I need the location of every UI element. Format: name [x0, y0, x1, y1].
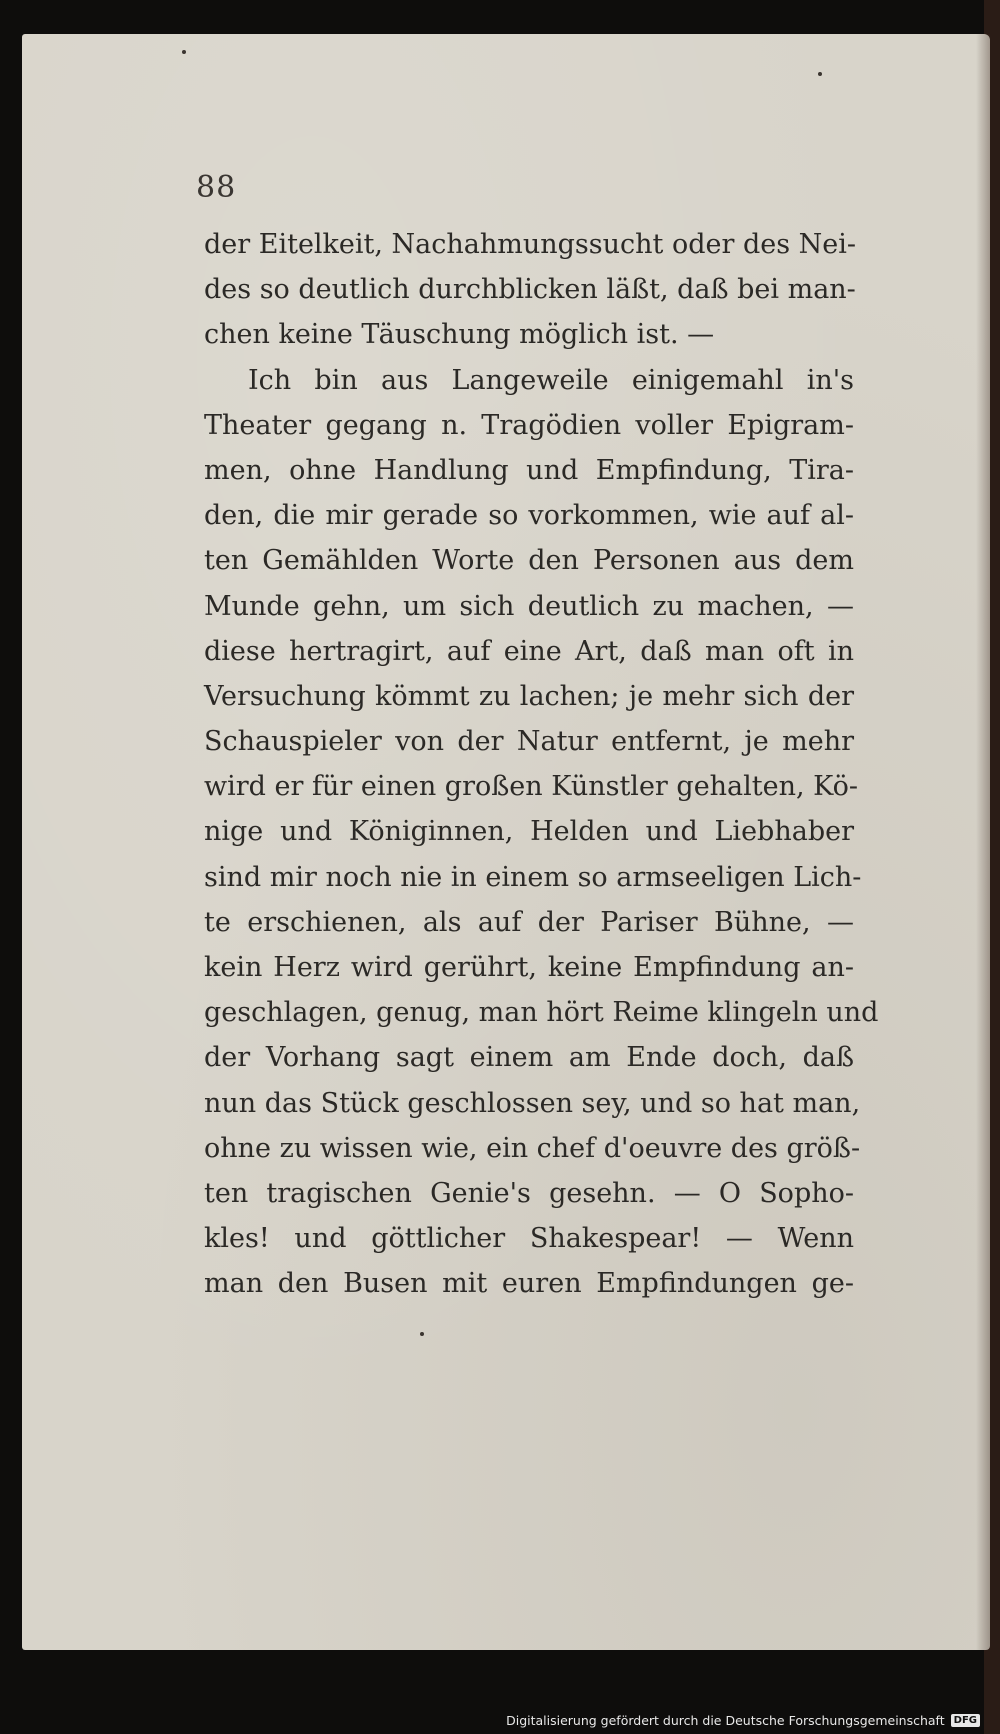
- footer-credit: [506, 1713, 980, 1728]
- text-line: ten tragischen Genie's gesehn. — O Sopho-: [204, 1177, 854, 1209]
- text-line: ten Gemählden Worte den Personen aus dem: [204, 545, 854, 577]
- text-line: ohne zu wissen wie, ein chef d'oeuvre des größ-: [204, 1132, 861, 1164]
- page-text: [204, 222, 879, 1307]
- text-line: kles! und göttlicher Shakespear! — Wenn: [204, 1223, 854, 1255]
- page-edge-shadow: [976, 34, 990, 1650]
- text-line: des so deutlich durchblicken läßt, daß bei man-: [204, 274, 856, 306]
- text-line: Schauspieler von der Natur entfernt, je mehr: [204, 726, 854, 758]
- text-line: Theater gegang n. Tragödien voller Epigram-: [204, 409, 854, 441]
- dfg-logo: DFG: [951, 1714, 980, 1727]
- text-line: chen keine Täuschung möglich ist. —: [204, 319, 715, 351]
- text-line: nige und Königinnen, Helden und Liebhaber: [204, 816, 854, 848]
- text-line: wird er für einen großen Künstler gehalten, Kö-: [204, 771, 858, 803]
- text-line: sind mir noch nie in einem so armseeligen Lich-: [204, 861, 862, 893]
- text-line: der Eitelkeit, Nachahmungssucht oder des Nei-: [204, 229, 857, 260]
- text-line: nun das Stück geschlossen sey, und so hat man,: [204, 1087, 861, 1119]
- text-line: men, ohne Handlung und Empfindung, Tira-: [204, 454, 854, 486]
- text-line: kein Herz wird gerührt, keine Empfindung an-: [204, 952, 854, 983]
- page-number: 88: [196, 170, 237, 205]
- text-line: geschlagen, genug, man hört Reime klingeln und: [204, 997, 879, 1029]
- text-line: den, die mir gerade so vorkommen, wie auf al-: [204, 500, 854, 532]
- paper-speck: [818, 72, 822, 76]
- text-line: der Vorhang sagt einem am Ende doch, daß: [204, 1042, 854, 1074]
- paper-speck: [182, 50, 186, 54]
- text-line: te erschienen, als auf der Pariser Bühne, —: [204, 906, 854, 938]
- text-line: Ich bin aus Langeweile einigemahl in's: [248, 364, 854, 396]
- text-line: man den Busen mit euren Empfindungen ge-: [204, 1268, 854, 1300]
- text-line: Versuchung kömmt zu lachen; je mehr sich der: [204, 680, 854, 712]
- text-line: Munde gehn, um sich deutlich zu machen, —: [204, 590, 854, 622]
- funding-credit-text: Digitalisierung gefördert durch die Deutsche Forschungsgemeinschaft: [506, 1713, 945, 1728]
- text-line: diese hertragirt, auf eine Art, daß man oft in: [204, 635, 854, 667]
- paper-speck: [420, 1332, 424, 1336]
